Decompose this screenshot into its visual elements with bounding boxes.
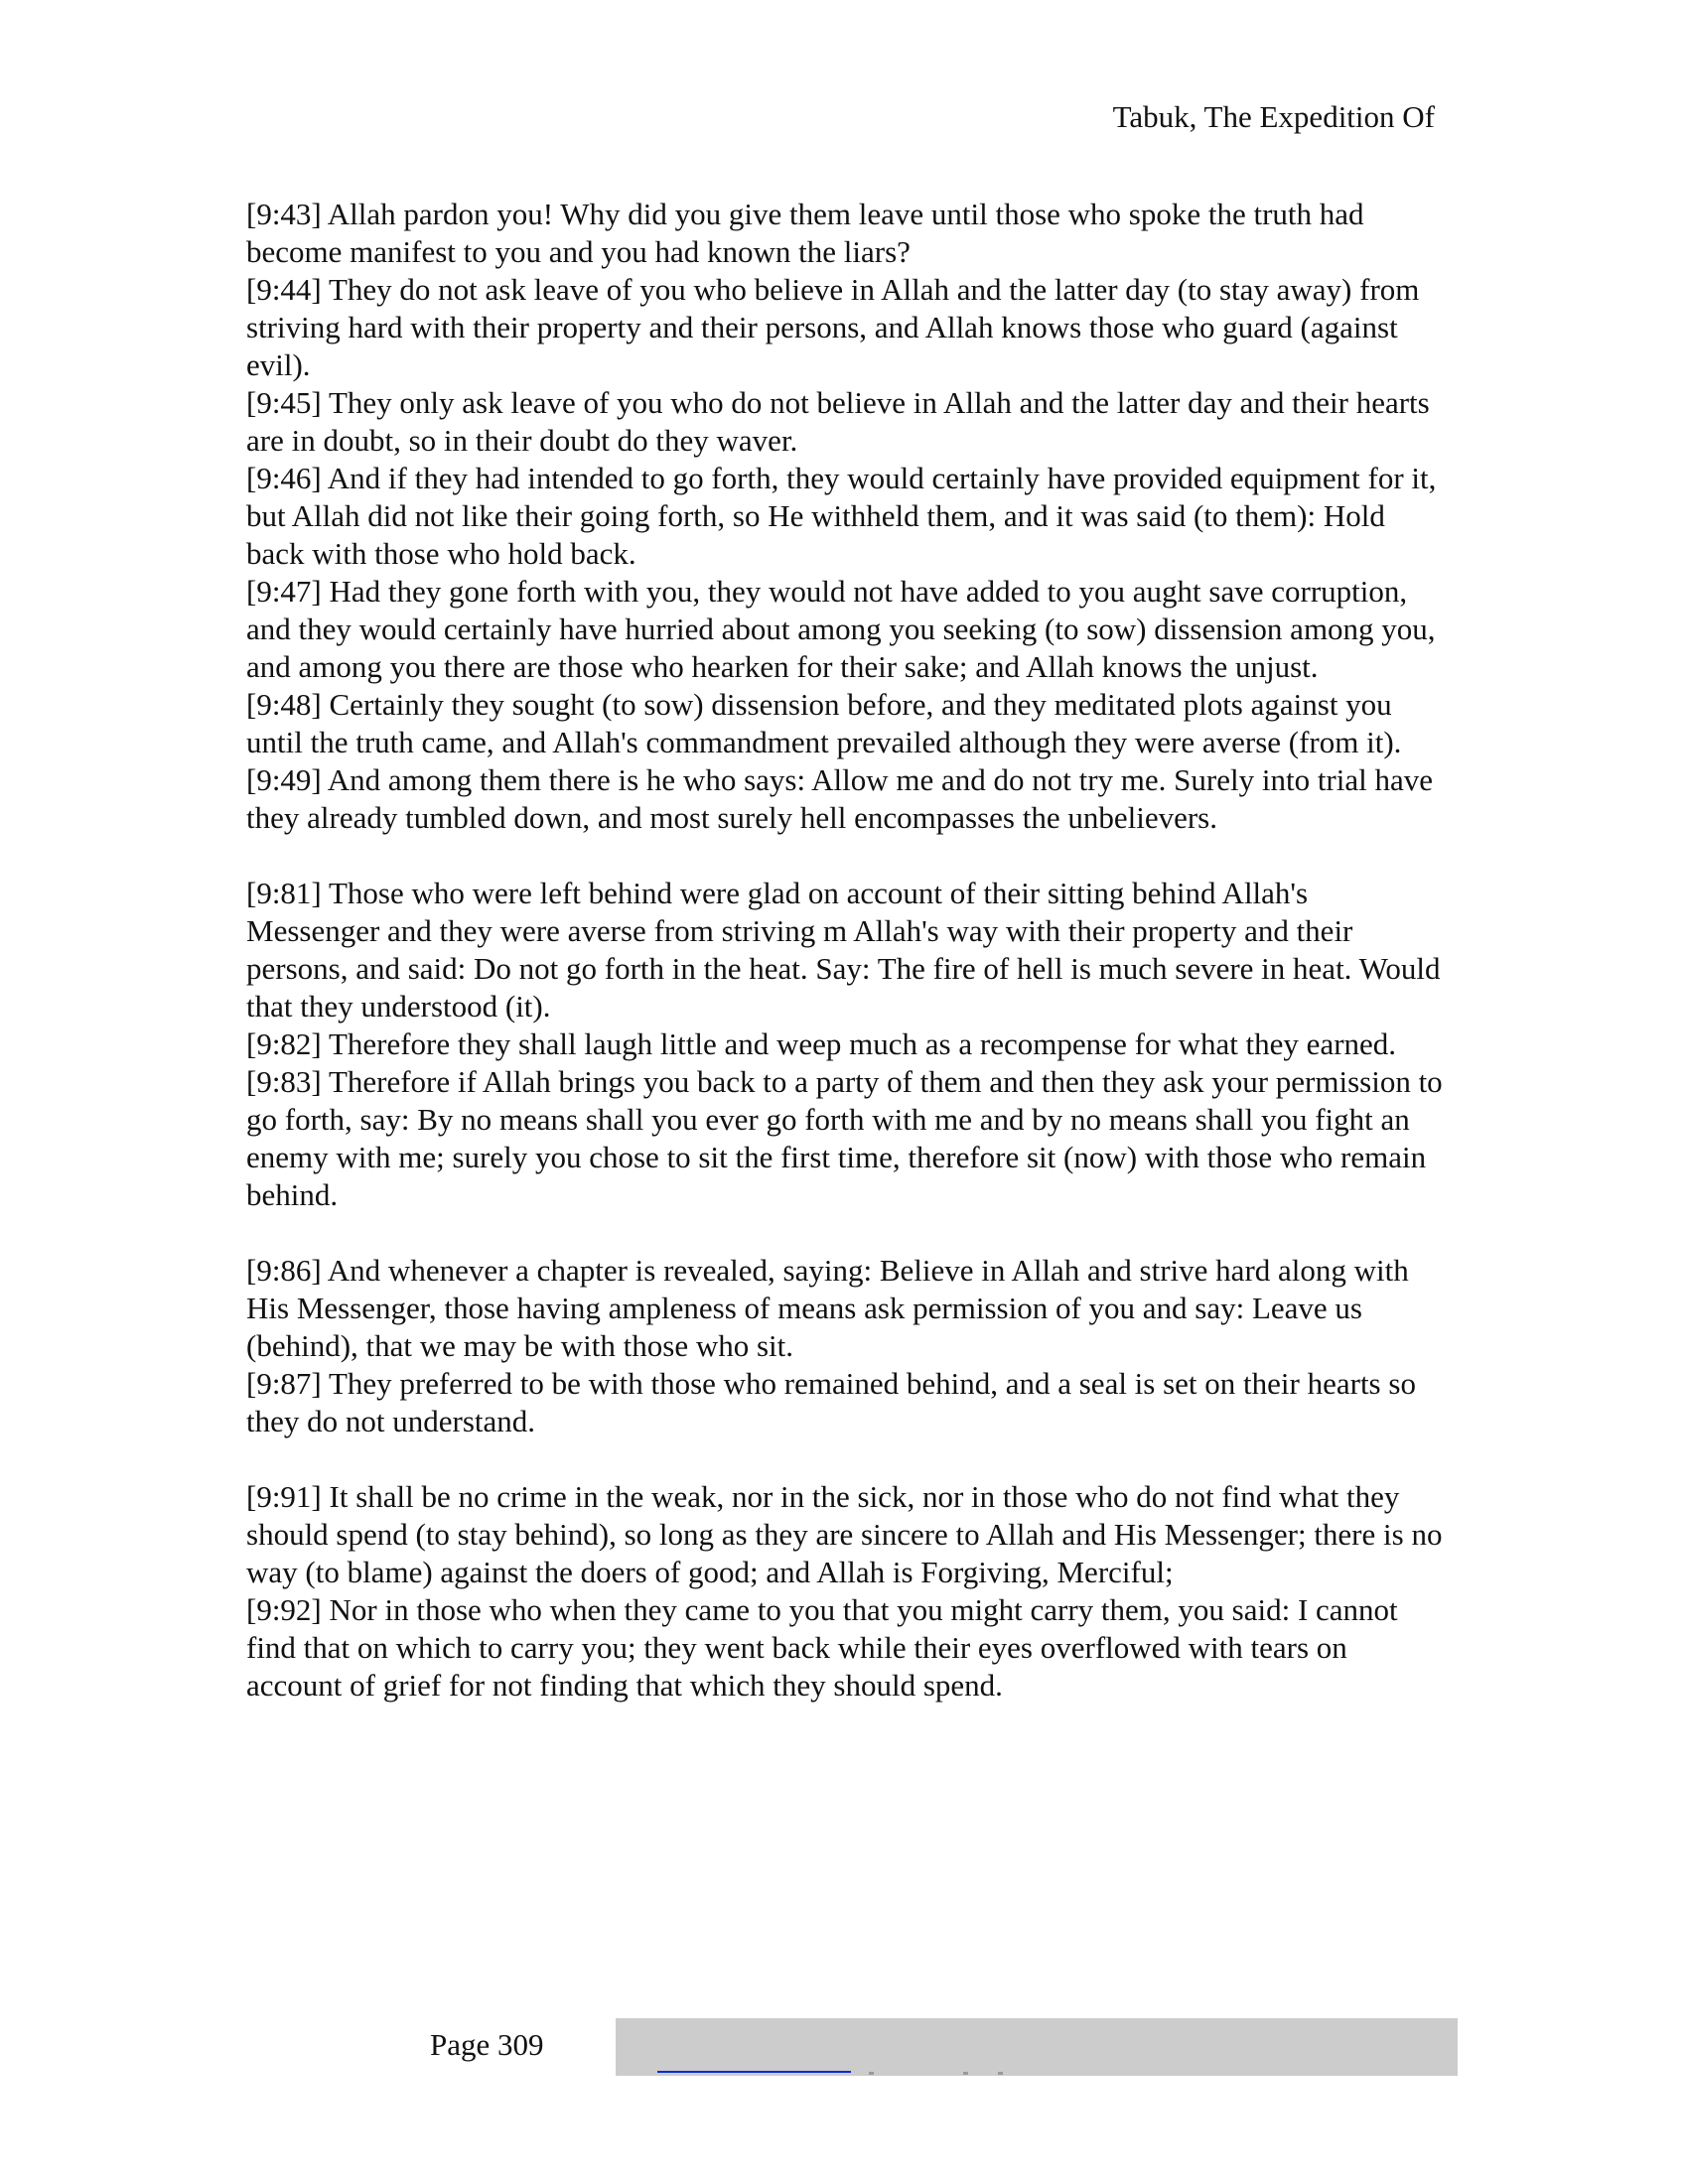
- verse-9-43: [9:43] Allah pardon you! Why did you give them leave until those who spoke the truth had become manifest to you and you had known the liars?: [246, 197, 1364, 269]
- verse-group-3: [246, 1252, 1443, 1440]
- running-header: Tabuk, The Expedition Of: [1112, 99, 1435, 134]
- verse-9-91: [9:91] It shall be no crime in the weak, nor in the sick, nor in those who do not find what they should spend (to stay behind), so long as they are sincere to Allah and His Messenger; there is no way (to blame) against the doers of good; and Allah is Forgiving, Merciful;: [246, 1479, 1443, 1589]
- verse-9-45: [9:45] They only ask leave of you who do not believe in Allah and the latter day and their hearts are in doubt, so in their doubt do they waver.: [246, 385, 1430, 458]
- verse-9-44: [9:44] They do not ask leave of you who believe in Allah and the latter day (to stay away) from striving hard with their property and their persons, and Allah knows those who guard (against evil).: [246, 272, 1420, 382]
- verse-group-2: [246, 875, 1443, 1214]
- page-number: Page 309: [430, 2027, 544, 2062]
- verse-9-49: [9:49] And among them there is he who says: Allow me and do not try me. Surely into trial have they already tumbled down, and most surely hell encompasses the unbelievers.: [246, 762, 1434, 835]
- verse-9-48: [9:48] Certainly they sought (to sow) dissension before, and they meditated plots against you until the truth came, and Allah's commandment prevailed although they were averse (from it).: [246, 687, 1402, 759]
- verse-9-46: [9:46] And if they had intended to go forth, they would certainly have provided equipment for it, but Allah did not like their going forth, so He withheld them, and it was said (to them): Hold back with those who hold back.: [246, 461, 1437, 571]
- footer-dot: [869, 2072, 874, 2075]
- footer-link-underline[interactable]: [657, 2071, 851, 2073]
- verse-group-1: [246, 196, 1443, 837]
- verse-9-87: [9:87] They preferred to be with those who remained behind, and a seal is set on their hearts so they do not understand.: [246, 1366, 1416, 1438]
- verse-9-83: [9:83] Therefore if Allah brings you back to a party of them and then they ask your permission to go forth, say: By no means shall you ever go forth with me and by no means shall you fight an enemy with me; surely you chose to sit the first time, therefore sit (now) with those who remain behind.: [246, 1064, 1443, 1212]
- verse-9-86: [9:86] And whenever a chapter is revealed, saying: Believe in Allah and strive hard along with His Messenger, those having ampleness of means ask permission of you and say: Leave us (behind), that we may be with those who sit.: [246, 1253, 1409, 1363]
- body-text: [246, 196, 1443, 1705]
- verse-group-4: [246, 1478, 1443, 1705]
- footer-bar: [616, 2018, 1458, 2076]
- footer-dot: [998, 2072, 1003, 2075]
- verse-9-47: [9:47] Had they gone forth with you, they would not have added to you aught save corruption, and they would certainly have hurried about among you seeking (to sow) dissension among you, and among you there are those who hearken for their sake; and Allah knows the unjust.: [246, 574, 1436, 684]
- footer-dot: [963, 2072, 968, 2075]
- verse-9-82: [9:82] Therefore they shall laugh little and weep much as a recompense for what they earned.: [246, 1026, 1397, 1061]
- verse-9-81: [9:81] Those who were left behind were glad on account of their sitting behind Allah's Messenger and they were averse from striving m Allah's way with their property and their persons, and said: Do not go forth in the heat. Say: The fire of hell is much severe in heat. Would that they understood (it).: [246, 876, 1441, 1024]
- verse-9-92: [9:92] Nor in those who when they came to you that you might carry them, you said: I cannot find that on which to carry you; they went back while their eyes overflowed with tears on account of grief for not finding that which they should spend.: [246, 1592, 1398, 1703]
